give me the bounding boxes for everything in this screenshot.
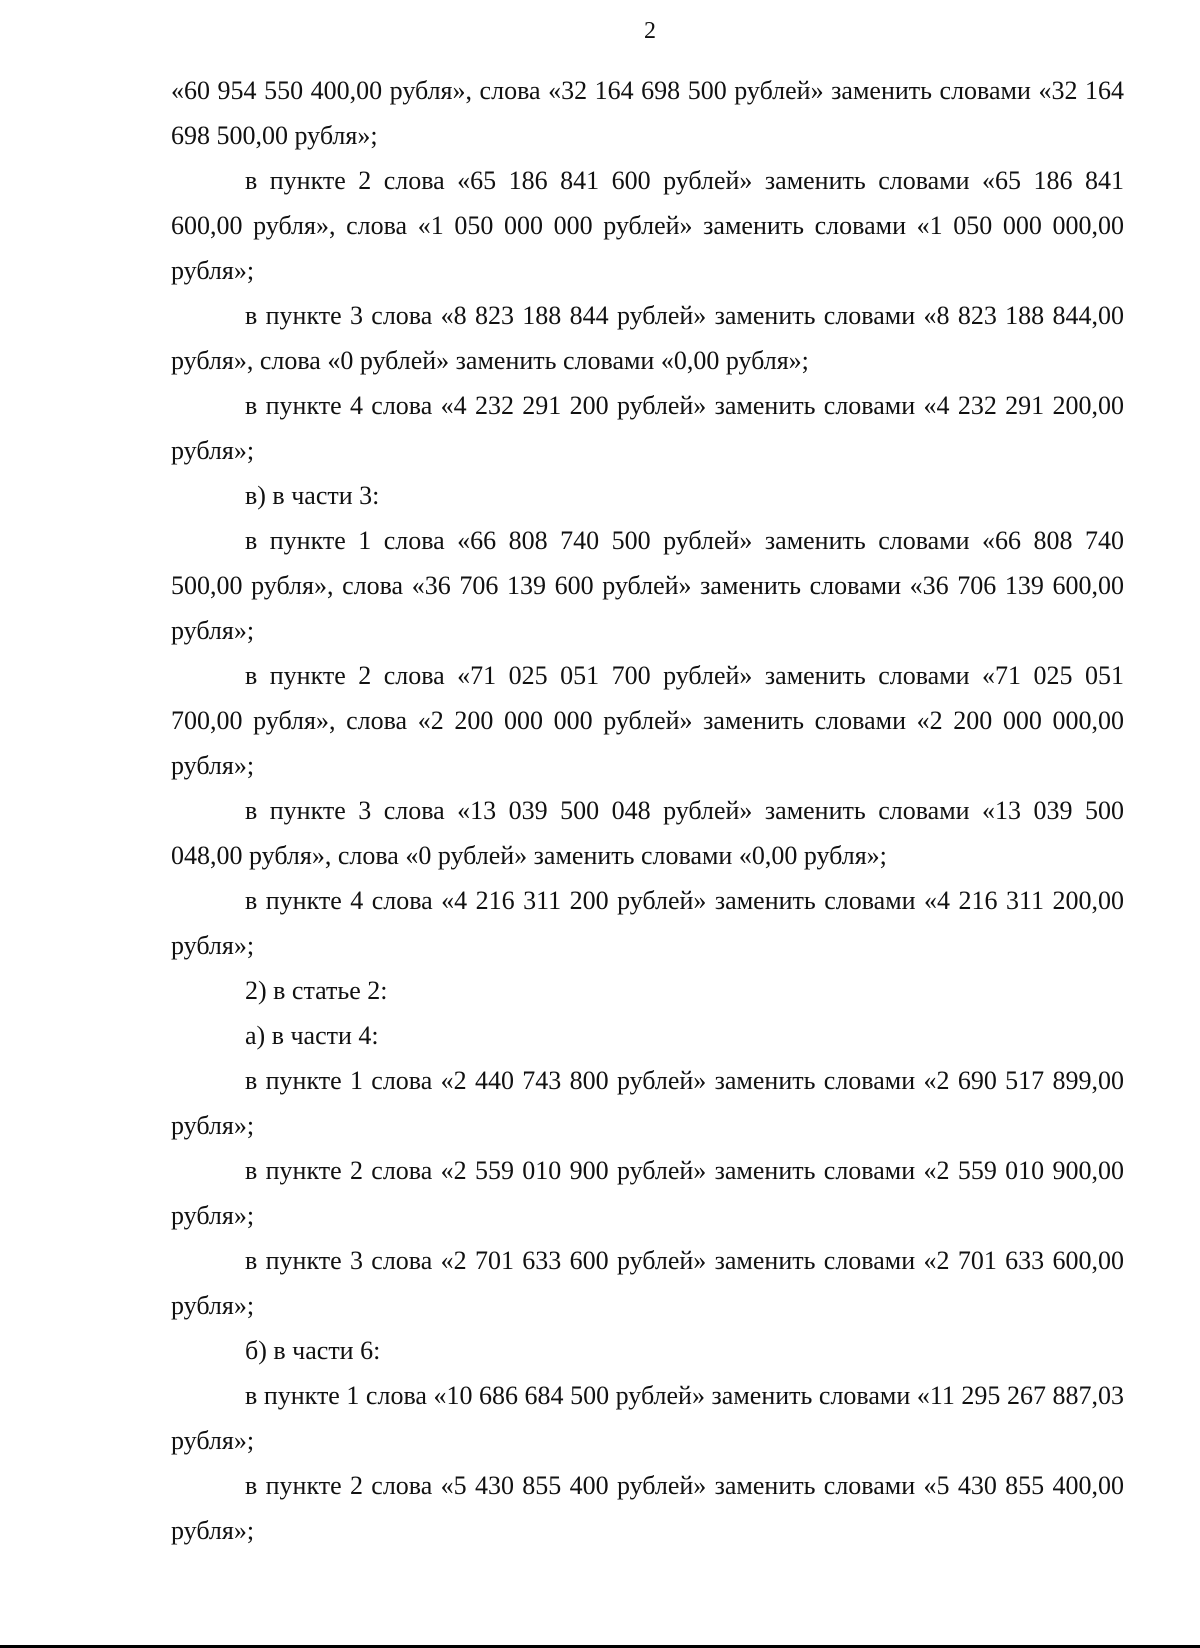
paragraph: «60 954 550 400,00 рубля», слова «32 164 698 500 рублей» заменить словами «32 164 698 500,00 рубля»; — [171, 76, 1124, 150]
subsection-heading: а) в части 4: — [245, 1021, 379, 1050]
page-number: 2 — [644, 18, 656, 44]
paragraph: в пункте 3 слова «8 823 188 844 рублей» заменить словами «8 823 188 844,00 рубля», слова «0 рублей» заменить словами «0,00 рубля»; — [171, 301, 1124, 375]
paragraph: в пункте 2 слова «2 559 010 900 рублей» заменить словами «2 559 010 900,00 рубля»; — [171, 1156, 1124, 1230]
paragraph: в пункте 1 слова «10 686 684 500 рублей» заменить словами «11 295 267 887,03 рубля»; — [171, 1381, 1124, 1455]
document-body — [171, 68, 1124, 1553]
paragraph: в пункте 3 слова «13 039 500 048 рублей» заменить словами «13 039 500 048,00 рубля», слова «0 рублей» заменить словами «0,00 рубля»; — [171, 796, 1124, 870]
paragraph: в пункте 1 слова «66 808 740 500 рублей» заменить словами «66 808 740 500,00 рубля», слова «36 706 139 600 рублей» заменить словами «36 706 139 600,00 рубля»; — [171, 526, 1124, 645]
paragraph: в пункте 2 слова «71 025 051 700 рублей» заменить словами «71 025 051 700,00 рубля», слова «2 200 000 000 рублей» заменить словами «2 200 000 000,00 рубля»; — [171, 661, 1124, 780]
paragraph: в пункте 1 слова «2 440 743 800 рублей» заменить словами «2 690 517 899,00 рубля»; — [171, 1066, 1124, 1140]
section-heading: 2) в статье 2: — [245, 976, 388, 1005]
paragraph: в пункте 4 слова «4 216 311 200 рублей» заменить словами «4 216 311 200,00 рубля»; — [171, 886, 1124, 960]
paragraph: в пункте 3 слова «2 701 633 600 рублей» заменить словами «2 701 633 600,00 рубля»; — [171, 1246, 1124, 1320]
paragraph: в пункте 2 слова «5 430 855 400 рублей» заменить словами «5 430 855 400,00 рубля»; — [171, 1471, 1124, 1545]
paragraph: в пункте 4 слова «4 232 291 200 рублей» заменить словами «4 232 291 200,00 рубля»; — [171, 391, 1124, 465]
subsection-heading: б) в части 6: — [245, 1336, 381, 1365]
subsection-heading: в) в части 3: — [245, 481, 380, 510]
paragraph: в пункте 2 слова «65 186 841 600 рублей» заменить словами «65 186 841 600,00 рубля», слова «1 050 000 000 рублей» заменить словами «1 050 000 000,00 рубля»; — [171, 166, 1124, 285]
